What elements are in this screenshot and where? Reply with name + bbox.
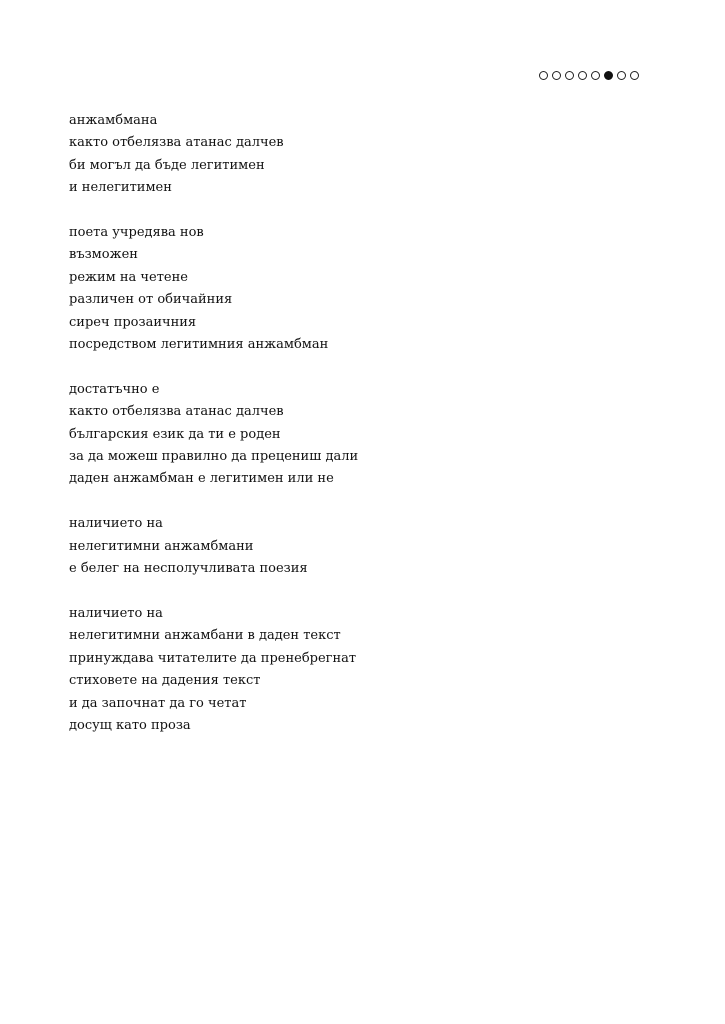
poem-line: различен от обичайния	[69, 292, 233, 308]
poem-line: нелегитимни анжамбани в даден текст	[69, 628, 341, 644]
poem-line: посредством легитимния анжамбман	[69, 337, 329, 353]
stanza	[69, 379, 669, 491]
poem-line: за да можеш правилно да прецениш дали	[69, 449, 359, 465]
poem-line: принуждава читателите да пренебрегнат	[69, 650, 357, 666]
page-dot-7[interactable]	[617, 71, 626, 80]
page-dot-3[interactable]	[565, 71, 574, 80]
page-dot-4[interactable]	[578, 71, 587, 80]
poem-line: както отбелязва атанас далчев	[69, 404, 284, 420]
stanza	[69, 222, 669, 356]
page-indicator	[539, 71, 639, 80]
page-dot-1[interactable]	[539, 71, 548, 80]
poem-line: поета учредява нов	[69, 225, 204, 241]
poem-line: и нелегитимен	[69, 180, 172, 196]
poem-line: наличието на	[69, 516, 163, 532]
poem-line: възможен	[69, 247, 138, 263]
stanza	[69, 110, 669, 200]
poem-line: режим на четене	[69, 269, 188, 285]
page-dot-6[interactable]	[604, 71, 613, 80]
poem-line: достатъчно е	[69, 381, 160, 397]
poem-line: нелегитимни анжамбмани	[69, 538, 254, 554]
poem-text	[69, 110, 669, 760]
poem-line: и да започнат да го четат	[69, 695, 247, 711]
stanza	[69, 513, 669, 580]
poem-line: даден анжамбман е легитимен или не	[69, 471, 334, 487]
page-dot-5[interactable]	[591, 71, 600, 80]
poem-line: наличието на	[69, 605, 163, 621]
poem-line: както отбелязва атанас далчев	[69, 135, 284, 151]
poem-line: е белег на несполучливата поезия	[69, 561, 308, 577]
stanza	[69, 603, 669, 737]
poem-line: досущ като проза	[69, 717, 191, 733]
poem-line: българския език да ти е роден	[69, 426, 281, 442]
poem-line: стиховете на дадения текст	[69, 673, 261, 689]
page-dot-2[interactable]	[552, 71, 561, 80]
poem-line: анжамбмана	[69, 113, 158, 128]
poem-line: сиреч прозаичния	[69, 314, 197, 330]
poem-line: би могъл да бъде легитимен	[69, 157, 265, 173]
page-dot-8[interactable]	[630, 71, 639, 80]
